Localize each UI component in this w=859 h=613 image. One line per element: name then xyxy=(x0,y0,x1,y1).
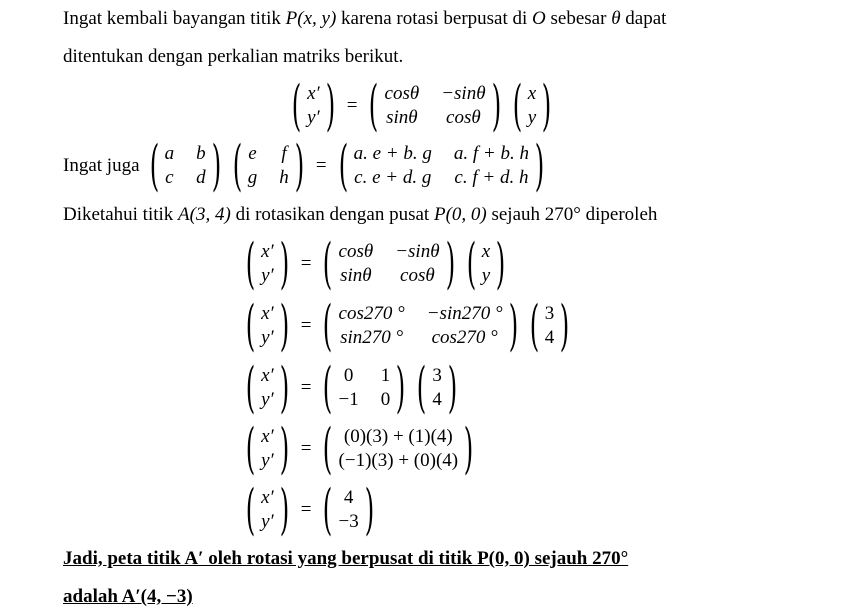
matrix-entry: cosθ xyxy=(446,107,481,128)
matrix-entry: d xyxy=(196,167,206,188)
matrix-entry: x′ xyxy=(307,83,320,104)
matrix-entry: x′ xyxy=(261,303,274,324)
conclusion-line-2: adalah A′(4, −3) xyxy=(63,586,193,607)
equals-sign: = xyxy=(300,315,312,336)
right-paren: ) xyxy=(279,478,289,541)
matrix-entry: (0)(3) + (1)(4) xyxy=(343,426,453,447)
given-center-p: P(0, 0) xyxy=(433,204,487,225)
matrix-entries xyxy=(432,364,442,412)
matrix-entries xyxy=(528,82,536,130)
matrix xyxy=(317,356,411,419)
matrix-entry: (−1)(3) + (0)(4) xyxy=(338,450,459,471)
matrix-product-rule xyxy=(63,134,550,197)
matrix-entry: x xyxy=(481,241,491,262)
right-paren: ) xyxy=(447,356,458,419)
matrix-entry: a. f + b. h xyxy=(453,143,529,164)
matrix-entry: x′ xyxy=(261,365,274,386)
matrix-entries xyxy=(339,486,359,534)
xy-vector xyxy=(507,74,558,137)
left-paren: ( xyxy=(417,356,427,419)
right-paren: ) xyxy=(279,232,289,295)
right-paren: ) xyxy=(325,74,335,137)
matrix-entries xyxy=(165,142,206,190)
right-paren: ) xyxy=(279,356,289,419)
left-paren: ( xyxy=(512,74,522,137)
intro-line-1 xyxy=(63,8,666,30)
right-paren: ) xyxy=(364,478,375,541)
matrix xyxy=(317,417,479,480)
intro-math-origin: O xyxy=(532,8,546,29)
text-segment: Diketahui titik xyxy=(63,204,179,225)
right-paren: ) xyxy=(495,232,506,295)
matrix-entry: a xyxy=(164,143,175,164)
matrix-entry: 4 xyxy=(343,487,354,508)
equals-sign: = xyxy=(315,155,327,176)
rotation-matrix xyxy=(363,74,506,137)
matrix-entry: cos270 ° xyxy=(338,303,405,324)
matrix-entries xyxy=(354,142,529,190)
matrix-entry: y′ xyxy=(261,511,274,532)
left-paren: ( xyxy=(323,478,333,541)
left-paren: ( xyxy=(466,232,476,295)
product-result-matrix xyxy=(333,134,551,197)
matrix xyxy=(240,478,295,541)
matrix-entries xyxy=(261,486,274,534)
matrix-entry: y xyxy=(527,107,537,128)
right-paren: ) xyxy=(541,74,552,137)
step-3 xyxy=(240,356,463,419)
matrix-b xyxy=(227,134,310,197)
matrix-entries xyxy=(339,240,440,288)
matrix-entry: sinθ xyxy=(386,107,418,128)
right-paren: ) xyxy=(279,294,289,357)
matrix-entries xyxy=(385,82,486,130)
matrix-entries xyxy=(339,364,391,412)
equals-sign: = xyxy=(300,253,312,274)
left-paren: ( xyxy=(323,294,333,357)
matrix-entry: cosθ xyxy=(384,83,420,104)
matrix xyxy=(317,478,379,541)
rotation-formula xyxy=(286,74,557,137)
intro-math-point: P(x, y) xyxy=(285,8,337,29)
matrix-entry: cos270 ° xyxy=(431,327,498,348)
recall-label: Ingat juga xyxy=(63,155,140,176)
matrix-entry: −1 xyxy=(338,389,359,410)
matrix-entry: 1 xyxy=(380,365,391,386)
matrix-entry: y xyxy=(481,265,491,286)
left-paren: ( xyxy=(323,417,333,480)
matrix-entry: −sinθ xyxy=(395,241,440,262)
equals-sign: = xyxy=(300,377,312,398)
matrix-entry: g xyxy=(247,167,258,188)
matrix xyxy=(411,356,463,419)
right-paren: ) xyxy=(279,417,289,480)
step-4 xyxy=(240,417,479,480)
matrix-entry: y′ xyxy=(261,327,274,348)
matrix-entry: c xyxy=(165,167,174,188)
left-paren: ( xyxy=(232,134,242,197)
matrix-entry: y′ xyxy=(307,107,320,128)
matrix-entries xyxy=(482,240,490,288)
right-paren: ) xyxy=(560,294,570,357)
matrix-entries xyxy=(261,302,274,350)
matrix xyxy=(461,232,512,295)
matrix-entry: e xyxy=(248,143,257,164)
left-paren: ( xyxy=(245,294,256,357)
right-paren: ) xyxy=(463,417,474,480)
left-paren: ( xyxy=(323,356,333,419)
left-paren: ( xyxy=(149,134,159,197)
left-paren: ( xyxy=(245,232,256,295)
matrix-entry: x′ xyxy=(261,241,274,262)
matrix-entries xyxy=(261,240,274,288)
intro-line-2: ditentukan dengan perkalian matriks berikut. xyxy=(63,46,404,67)
intro-text-2: karena rotasi berpusat di xyxy=(336,8,533,29)
matrix-entry: x xyxy=(527,83,537,104)
matrix-entries xyxy=(545,302,555,350)
matrix-entries xyxy=(307,82,320,130)
matrix-entries xyxy=(339,425,459,473)
left-paren: ( xyxy=(245,417,256,480)
step-1 xyxy=(240,232,511,295)
matrix-entry: c. f + d. h xyxy=(454,167,529,188)
conclusion-line-1: Jadi, peta titik A′ oleh rotasi yang berpusat di titik P(0, 0) sejauh 270° xyxy=(63,548,629,569)
left-paren: ( xyxy=(245,356,256,419)
matrix-entries xyxy=(261,364,274,412)
matrix-entry: x′ xyxy=(261,487,274,508)
matrix-a xyxy=(144,134,227,197)
matrix-entry: 0 xyxy=(343,365,354,386)
right-paren: ) xyxy=(508,294,518,357)
matrix-entry: sin270 ° xyxy=(340,327,404,348)
equals-sign: = xyxy=(300,438,312,459)
intro-text-3: sebesar xyxy=(545,8,612,29)
lhs-vector xyxy=(286,74,341,137)
step-2 xyxy=(240,294,575,357)
right-paren: ) xyxy=(396,356,406,419)
matrix-entry: 4 xyxy=(432,389,442,410)
step-5 xyxy=(240,478,380,541)
matrix-entry: −sinθ xyxy=(441,83,486,104)
matrix xyxy=(240,232,295,295)
left-paren: ( xyxy=(323,232,333,295)
matrix-entry: y′ xyxy=(261,265,274,286)
matrix-entry: c. e + d. g xyxy=(354,167,432,188)
matrix-entry: 3 xyxy=(432,365,442,386)
right-paren: ) xyxy=(211,134,221,197)
matrix-entry: 0 xyxy=(380,389,391,410)
left-paren: ( xyxy=(291,74,302,137)
equals-sign: = xyxy=(346,95,358,116)
intro-text-1: Ingat kembali bayangan titik xyxy=(63,8,286,29)
matrix xyxy=(524,294,576,357)
intro-text-4: dapat xyxy=(620,8,667,29)
matrix xyxy=(317,232,460,295)
matrix-entry: cosθ xyxy=(338,241,374,262)
matrix-entry: 4 xyxy=(544,327,555,348)
left-paren: ( xyxy=(245,478,256,541)
matrix-entry: h xyxy=(279,167,289,188)
matrix xyxy=(240,356,295,419)
matrix xyxy=(317,294,523,357)
right-paren: ) xyxy=(534,134,545,197)
matrix-entry: y′ xyxy=(261,450,274,471)
text-segment: sejauh 270° diperoleh xyxy=(486,204,658,225)
matrix-entry: y′ xyxy=(261,389,274,410)
left-paren: ( xyxy=(529,294,539,357)
matrix-entry: x′ xyxy=(261,426,274,447)
left-paren: ( xyxy=(369,74,379,137)
text-segment: di rotasikan dengan pusat xyxy=(230,204,434,225)
right-paren: ) xyxy=(491,74,501,137)
matrix-entry: a. e + b. g xyxy=(353,143,432,164)
matrix-entry: −sin270 ° xyxy=(426,303,503,324)
given-line xyxy=(63,204,657,226)
matrix-entry: f xyxy=(281,143,287,164)
matrix-entry: −3 xyxy=(338,511,359,532)
matrix-entries xyxy=(339,302,503,350)
matrix-entries xyxy=(261,425,274,473)
given-point-a: A(3, 4) xyxy=(178,204,231,225)
matrix xyxy=(240,294,295,357)
right-paren: ) xyxy=(294,134,305,197)
matrix-entry: sinθ xyxy=(340,265,372,286)
matrix-entry: b xyxy=(196,143,206,164)
matrix xyxy=(240,417,295,480)
right-paren: ) xyxy=(445,232,455,295)
matrix-entry: 3 xyxy=(544,303,555,324)
equals-sign: = xyxy=(300,499,312,520)
left-paren: ( xyxy=(338,134,348,197)
matrix-entry: cosθ xyxy=(400,265,435,286)
intro-math-theta: θ xyxy=(611,8,621,29)
matrix-entries xyxy=(248,142,289,190)
